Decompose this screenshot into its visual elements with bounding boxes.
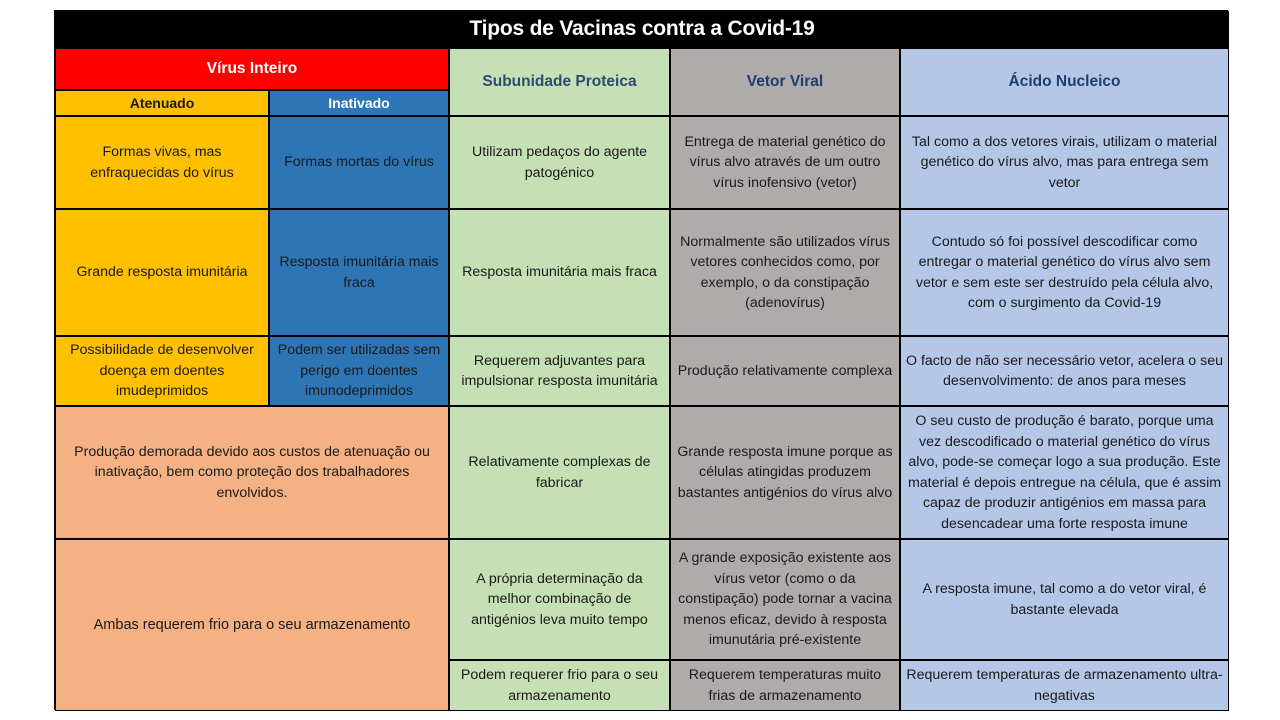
cell-acido-5: A resposta imune, tal como a do vetor viral, é bastante elevada xyxy=(900,539,1229,660)
cell-acido-4: O seu custo de produção é barato, porque uma vez descodificado o material genético do vírus alvo, pode-se começar logo a sua produção. Este material é depois entregue na célula, que é assim capaz de produzir antigénios em massa para desencadear uma forte resposta imune xyxy=(900,406,1229,539)
cell-vetor-3: Produção relativamente complexa xyxy=(670,336,900,406)
cell-inativado-2: Resposta imunitária mais fraca xyxy=(269,209,449,336)
header-virus-inteiro: Vírus Inteiro xyxy=(55,48,449,90)
table-title: Tipos de Vacinas contra a Covid-19 xyxy=(55,11,1229,48)
cell-virus-inteiro-4: Produção demorada devido aos custos de atenuação ou inativação, bem como proteção dos trabalhadores envolvidos. xyxy=(55,406,449,539)
cell-acido-3: O facto de não ser necessário vetor, acelera o seu desenvolvimento: de anos para meses xyxy=(900,336,1229,406)
cell-atenuado-2: Grande resposta imunitária xyxy=(55,209,269,336)
cell-subunidade-2: Resposta imunitária mais fraca xyxy=(449,209,670,336)
cell-inativado-3: Podem ser utilizadas sem perigo em doentes imunodeprimidos xyxy=(269,336,449,406)
cell-acido-6: Requerem temperaturas de armazenamento ultra-negativas xyxy=(900,660,1229,711)
cell-vetor-2: Normalmente são utilizados vírus vetores conhecidos como, por exemplo, o da constipação (adenovírus) xyxy=(670,209,900,336)
cell-acido-1: Tal como a dos vetores virais, utilizam o material genético do vírus alvo, mas para entrega sem vetor xyxy=(900,116,1229,209)
cell-inativado-1: Formas mortas do vírus xyxy=(269,116,449,209)
cell-acido-2: Contudo só foi possível descodificar como entregar o material genético do vírus alvo sem vetor e sem este ser destruído pela célula alvo, com o surgimento da Covid-19 xyxy=(900,209,1229,336)
header-subunidade-proteica: Subunidade Proteica xyxy=(449,48,670,116)
subheader-inativado: Inativado xyxy=(269,90,449,116)
cell-subunidade-3: Requerem adjuvantes para impulsionar resposta imunitária xyxy=(449,336,670,406)
cell-vetor-1: Entrega de material genético do vírus alvo através de um outro vírus inofensivo (vetor) xyxy=(670,116,900,209)
header-acido-nucleico: Ácido Nucleico xyxy=(900,48,1229,116)
cell-vetor-6: Requerem temperaturas muito frias de armazenamento xyxy=(670,660,900,711)
cell-atenuado-1: Formas vivas, mas enfraquecidas do vírus xyxy=(55,116,269,209)
cell-vetor-5: A grande exposição existente aos vírus vetor (como o da constipação) pode tornar a vacina menos eficaz, devido à resposta imunutária pré-existente xyxy=(670,539,900,660)
subheader-atenuado: Atenuado xyxy=(55,90,269,116)
cell-subunidade-5: A própria determinação da melhor combinação de antigénios leva muito tempo xyxy=(449,539,670,660)
cell-atenuado-3: Possibilidade de desenvolver doença em doentes imudeprimidos xyxy=(55,336,269,406)
cell-virus-inteiro-5: Ambas requerem frio para o seu armazenamento xyxy=(55,539,449,711)
cell-subunidade-1: Utilizam pedaços do agente patogénico xyxy=(449,116,670,209)
vaccine-types-table xyxy=(54,10,1228,710)
cell-subunidade-6: Podem requerer frio para o seu armazenamento xyxy=(449,660,670,711)
header-vetor-viral: Vetor Viral xyxy=(670,48,900,116)
cell-vetor-4: Grande resposta imune porque as células atingidas produzem bastantes antigénios do vírus alvo xyxy=(670,406,900,539)
cell-subunidade-4: Relativamente complexas de fabricar xyxy=(449,406,670,539)
